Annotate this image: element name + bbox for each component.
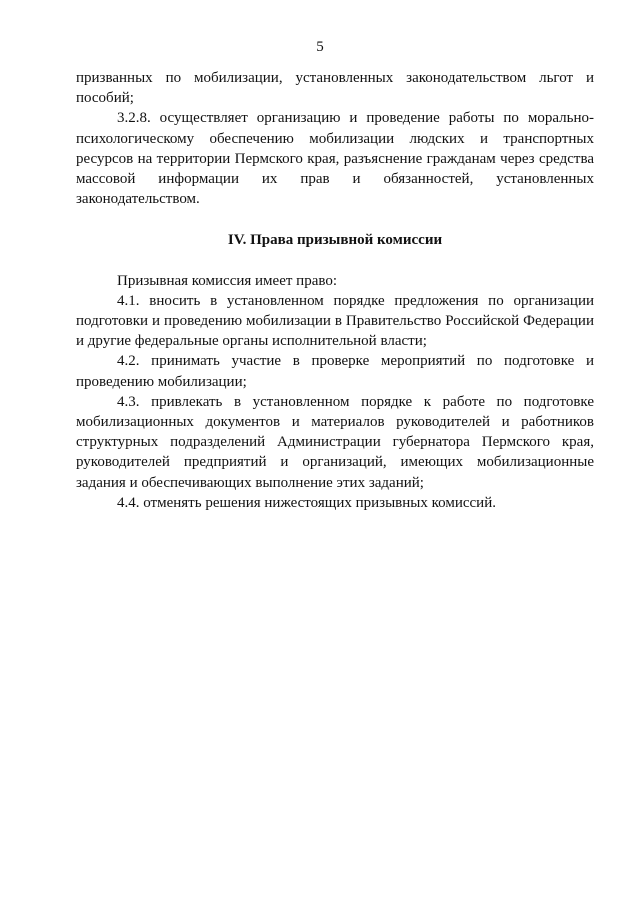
list-item-4-4: 4.4. отменять решения нижестоящих призывных комиссий. <box>117 494 496 511</box>
paragraph-continuation: призванных по мобилизации, установленных законодательством льгот и пособий; <box>76 70 594 107</box>
page-number: 5 <box>316 39 324 55</box>
list-item-4-2: 4.2. принимать участие в проверке мероприятий по подготовке и проведению мобилизации; <box>76 353 594 390</box>
document-body <box>76 68 594 513</box>
section-heading: IV. Права призывной комиссии <box>227 232 443 249</box>
section-intro: Призывная комиссия имеет право: <box>117 272 338 289</box>
list-item-4-3: 4.3. привлекать в установленном порядке к работе по подготовке мобилизационных документов и материалов руководителей и работников структурных подразделений Администрации губернатора Пермского края, руководителей предприятий и организаций, имеющих мобилизационные задания и обеспечивающих выполнение этих заданий; <box>76 393 594 491</box>
paragraph-3-2-8: 3.2.8. осуществляет организацию и проведение работы по морально-психологическому обеспечению мобилизации людских и транспортных ресурсов на территории Пермского края, разъяснение гражданам через средства массовой информации их прав и обязанностей, установленных законодательством. <box>76 110 594 208</box>
list-item-4-1: 4.1. вносить в установленном порядке предложения по организации подготовки и проведению мобилизации в Правительство Российской Федерации и другие федеральные органы исполнительной власти; <box>76 292 594 350</box>
